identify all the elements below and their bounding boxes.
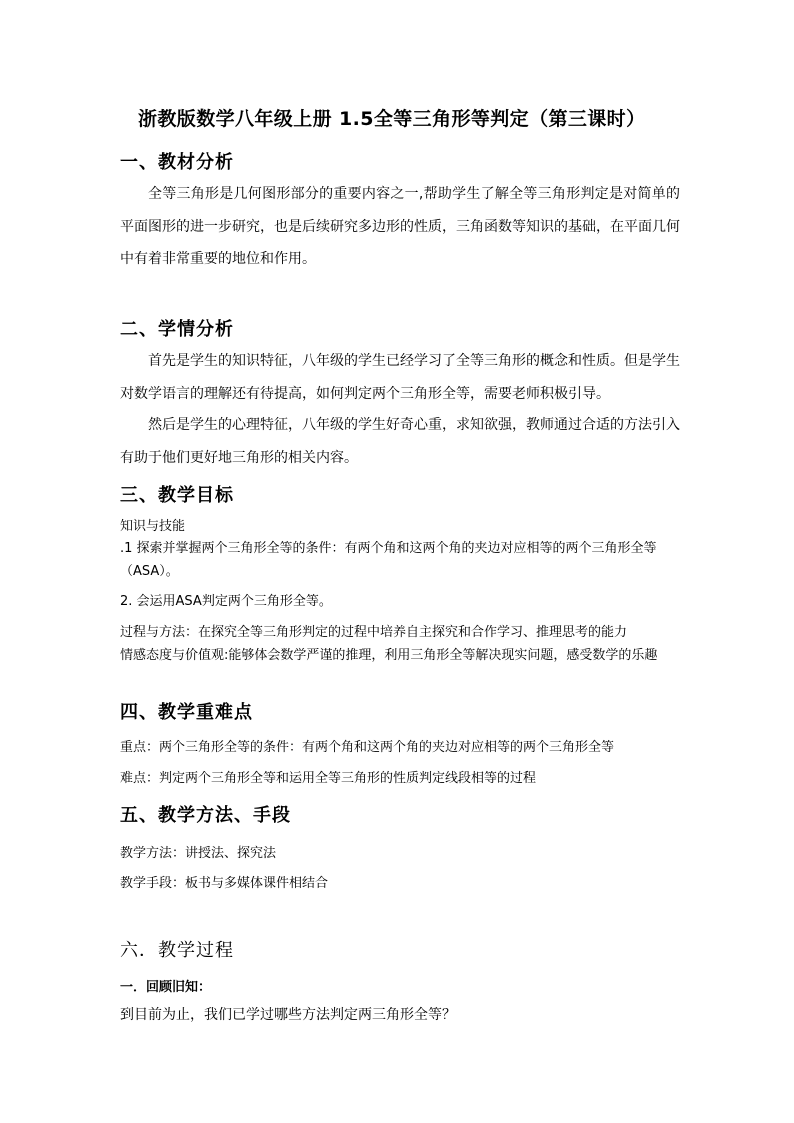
goal-item-2: 2. 会运用ASA判定两个三角形全等。 (120, 594, 332, 609)
goal-item-1: .1 探索并掌握两个三角形全等的条件：有两个角和这两个角的夹边对应相等的两个三角形全等（ASA）。 (120, 541, 657, 579)
teaching-means: 教学手段：板书与多媒体课件相结合 (120, 876, 329, 891)
knowledge-skills-subheading: 知识与技能 (120, 519, 186, 534)
section-heading-teaching-process: 六．教学过程 (120, 940, 234, 961)
section-heading-methods: 五、教学方法、手段 (120, 805, 291, 826)
difficult-point: 难点：判定两个三角形全等和运用全等三角形的性质判定线段相等的过程 (120, 771, 537, 786)
section-heading-teaching-goals: 三、教学目标 (120, 485, 234, 506)
section-heading-student-analysis: 二、学情分析 (120, 319, 234, 340)
student-analysis-paragraph-2: 然后是学生的心理特征，八年级的学生好奇心重，求知欲强，教师通过合适的方法引入有助于他们更好地三角形的相关内容。 (120, 417, 680, 466)
section-heading-key-difficulties: 四、教学重难点 (120, 702, 253, 723)
student-analysis-paragraph-1: 首先是学生的知识特征，八年级的学生已经学习了全等三角形的概念和性质。但是学生对数学语言的理解还有待提高，如何判定两个三角形全等，需要老师积极引导。 (120, 353, 680, 402)
process-method-goal: 过程与方法：在探究全等三角形判定的过程中培养自主探究和合作学习、推理思考的能力 (120, 625, 628, 640)
review-question: 到目前为止，我们已学过哪些方法判定两三角形全等？ (120, 1007, 456, 1023)
section-heading-textbook-analysis: 一、教材分析 (120, 152, 234, 173)
teaching-method: 教学方法：讲授法、探究法 (120, 846, 277, 861)
textbook-analysis-paragraph: 全等三角形是几何图形部分的重要内容之一,帮助学生了解全等三角形判定是对简单的平面图形的进一步研究，也是后续研究多边形的性质，三角函数等知识的基础，在平面几何中有着非常重要的地位和作用。 (120, 186, 680, 267)
document-title: 浙教版数学八年级上册 1.5全等三角形等判定（第三课时） (138, 108, 646, 130)
attitude-values-goal: 情感态度与价值观:能够体会数学严谨的推理，利用三角形全等解决现实问题，感受数学的乐趣 (120, 648, 658, 663)
key-point: 重点：两个三角形全等的条件：有两个角和这两个角的夹边对应相等的两个三角形全等 (120, 740, 615, 755)
review-step-heading: 一．回顾旧知： (120, 980, 212, 995)
